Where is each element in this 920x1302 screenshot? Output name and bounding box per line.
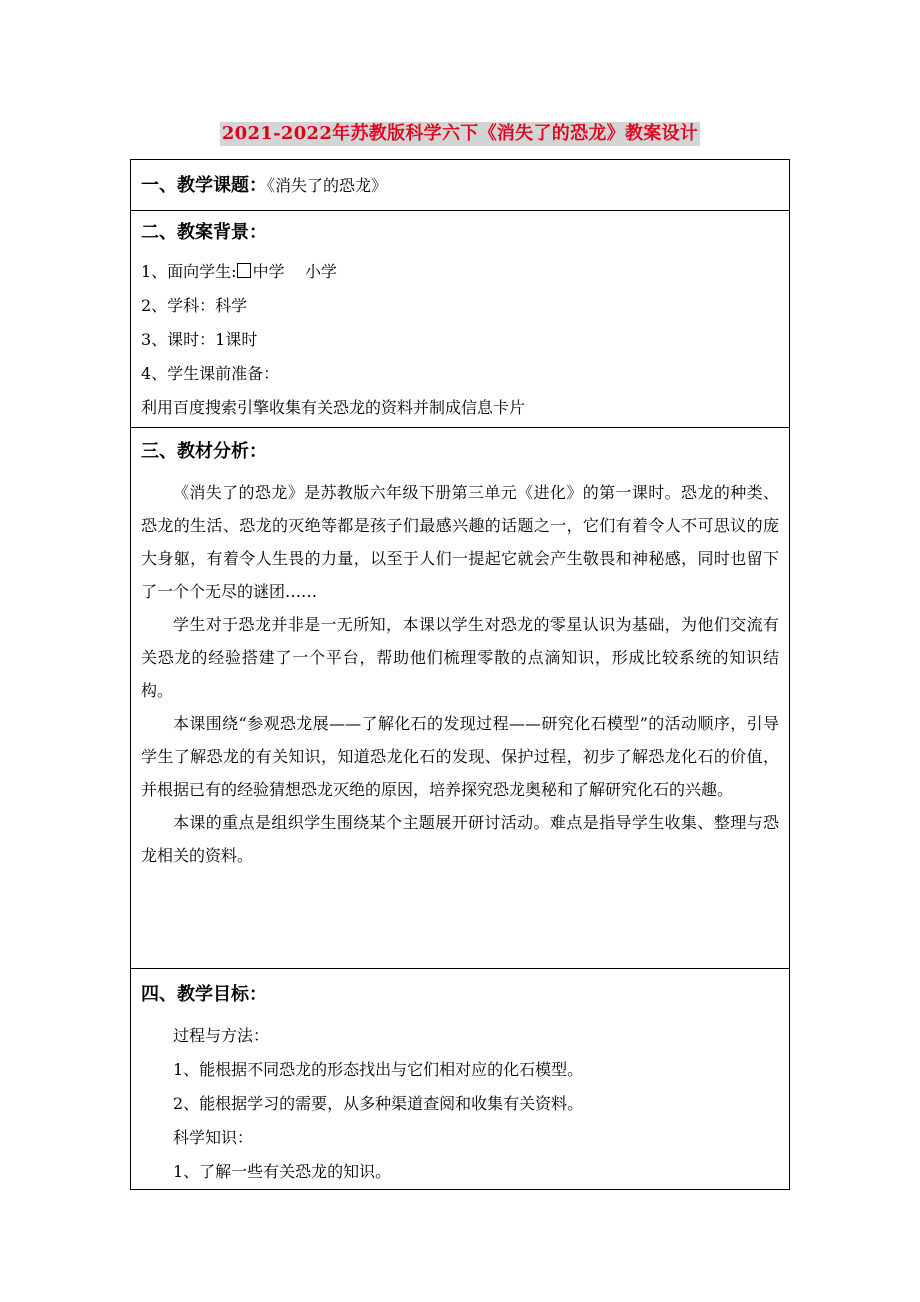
analysis-paragraph-3: 本课围绕“参观恐龙展——了解化石的发现过程——研究化石模型”的活动顺序，引导学生了解恐龙的有关知识，知道恐龙化石的发现、保护过程，初步了解恐龙化石的价值，并根据已有的经验猜想恐龙灭绝的原因，培养探究恐龙奥秘和了解研究化石的兴趣。 bbox=[141, 714, 779, 799]
audience-primary-school: 小学 bbox=[304, 262, 337, 281]
objectives-line-3: 2、能根据学习的需要，从多种渠道查阅和收集有关资料。 bbox=[173, 1094, 584, 1113]
checkbox-icon bbox=[237, 263, 251, 278]
audience-middle-school: 中学 bbox=[252, 262, 285, 281]
background-item-subject: 2、学科：科学 bbox=[141, 296, 248, 315]
analysis-paragraph-2: 学生对于恐龙并非是一无所知，本课以学生对恐龙的零星认识为基础，为他们交流有关恐龙的经验搭建了一个平台，帮助他们梳理零散的点滴知识，形成比较系统的知识结构。 bbox=[141, 615, 779, 700]
section-objectives bbox=[131, 969, 790, 1190]
background-heading: 二、教案背景： bbox=[141, 222, 267, 243]
section-topic bbox=[131, 160, 790, 211]
topic-value: 《消失了的恐龙》 bbox=[267, 176, 388, 195]
objectives-line-2: 1、能根据不同恐龙的形态找出与它们相对应的化石模型。 bbox=[173, 1060, 584, 1079]
section-analysis-cell bbox=[131, 428, 790, 969]
background-item-audience bbox=[141, 255, 779, 289]
document-title: 2021-2022年苏教版科学六下《消失了的恐龙》教案设计 bbox=[221, 123, 699, 144]
analysis-paragraph-4: 本课的重点是组织学生围绕某个主题展开研讨活动。难点是指导学生收集、整理与恐龙相关的资料。 bbox=[141, 813, 779, 865]
document-title-wrap bbox=[0, 122, 920, 146]
objectives-line-4: 科学知识： bbox=[173, 1128, 254, 1147]
objectives-line-1: 过程与方法： bbox=[173, 1026, 270, 1045]
objectives-heading: 四、教学目标： bbox=[141, 984, 267, 1005]
section-background-cell bbox=[131, 211, 790, 428]
topic-heading-line bbox=[141, 160, 779, 198]
section-topic-cell bbox=[131, 160, 790, 211]
audience-prefix: 1、面向学生: bbox=[141, 262, 237, 281]
topic-heading: 一、教学课题： bbox=[141, 175, 267, 196]
section-background bbox=[131, 211, 790, 428]
section-objectives-cell bbox=[131, 969, 790, 1190]
analysis-paragraph-1: 《消失了的恐龙》是苏教版六年级下册第三单元《进化》的第一课时。恐龙的种类、恐龙的生活、恐龙的灭绝等都是孩子们最感兴趣的话题之一，它们有着令人不可思议的庞大身躯，有着令人生畏的力量，以至于人们一提起它就会产生敬畏和神秘感，同时也留下了一个个无尽的谜团…… bbox=[141, 483, 779, 601]
section-analysis bbox=[131, 428, 790, 969]
background-item-prep-detail: 利用百度搜索引擎收集有关恐龙的资料并制成信息卡片 bbox=[141, 398, 526, 417]
analysis-heading: 三、教材分析： bbox=[141, 441, 267, 462]
lesson-plan-table bbox=[130, 159, 790, 1190]
background-item-hours: 3、课时：1课时 bbox=[141, 330, 258, 349]
background-item-prep: 4、学生课前准备： bbox=[141, 364, 280, 383]
objectives-line-5: 1、了解一些有关恐龙的知识。 bbox=[173, 1162, 392, 1181]
